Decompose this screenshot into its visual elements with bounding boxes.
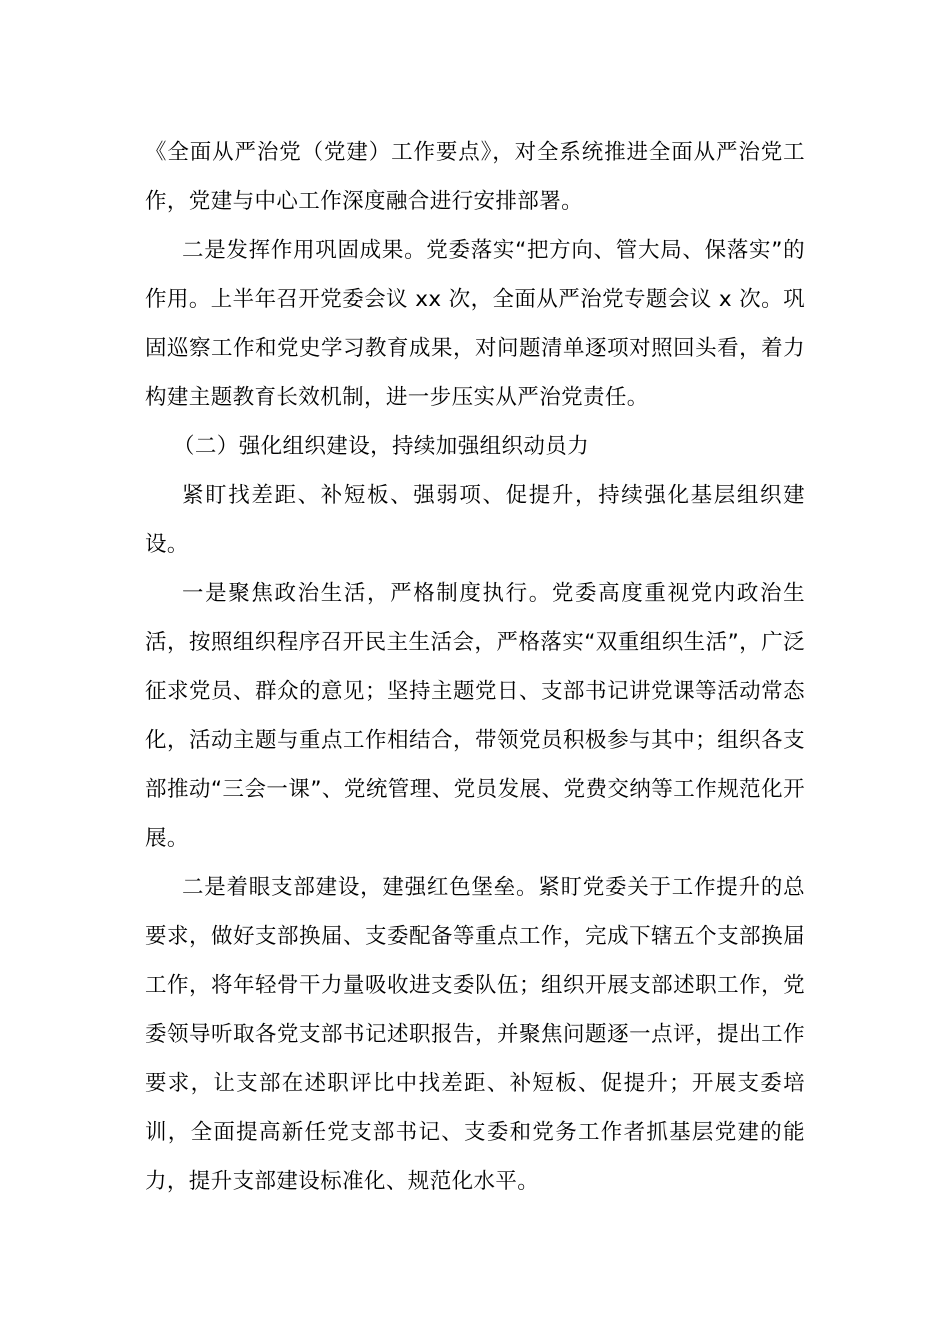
paragraph-continuation: 《全面从严治党（党建）工作要点》，对全系统推进全面从严治党工作，党建与中心工作深度融合进行安排部署。 bbox=[145, 140, 805, 214]
paragraph-branch-building: 二是着眼支部建设，建强红色堡垒。紧盯党委关于工作提升的总要求，做好支部换届、支委配备等重点工作，完成下辖五个支部换届工作，将年轻骨干力量吸收进支委队伍；组织开展支部述职工作，党委领导听取各党支部书记述职报告，并聚焦问题逐一点评，提出工作要求，让支部在述职评比中找差距、补短板、促提升；开展支委培训，全面提高新任党支部书记、支委和党务工作者抓基层党建的能力，提升支部建设标准化、规范化水平。 bbox=[145, 875, 805, 1194]
paragraph-achievements: 二是发挥作用巩固成果。党委落实“把方向、管大局、保落实”的作用。上半年召开党委会议 xx 次，全面从严治党专题会议 x 次。巩固巡察工作和党史学习教育成果，对问题清单逐项对照回头看，着力构建主题教育长效机制，进一步压实从严治党责任。 bbox=[145, 238, 805, 410]
paragraph-intro: 紧盯找差距、补短板、强弱项、促提升，持续强化基层组织建设。 bbox=[145, 483, 805, 557]
document-body bbox=[145, 128, 805, 1206]
paragraph-political-life: 一是聚焦政治生活，严格制度执行。党委高度重视党内政治生活，按照组织程序召开民主生活会，严格落实“双重组织生活”，广泛征求党员、群众的意见；坚持主题党日、支部书记讲党课等活动常态化，活动主题与重点工作相结合，带领党员积极参与其中；组织各支部推动“三会一课”、党统管理、党员发展、党费交纳等工作规范化开展。 bbox=[145, 581, 805, 851]
section-heading: （二）强化组织建设，持续加强组织动员力 bbox=[173, 434, 590, 459]
